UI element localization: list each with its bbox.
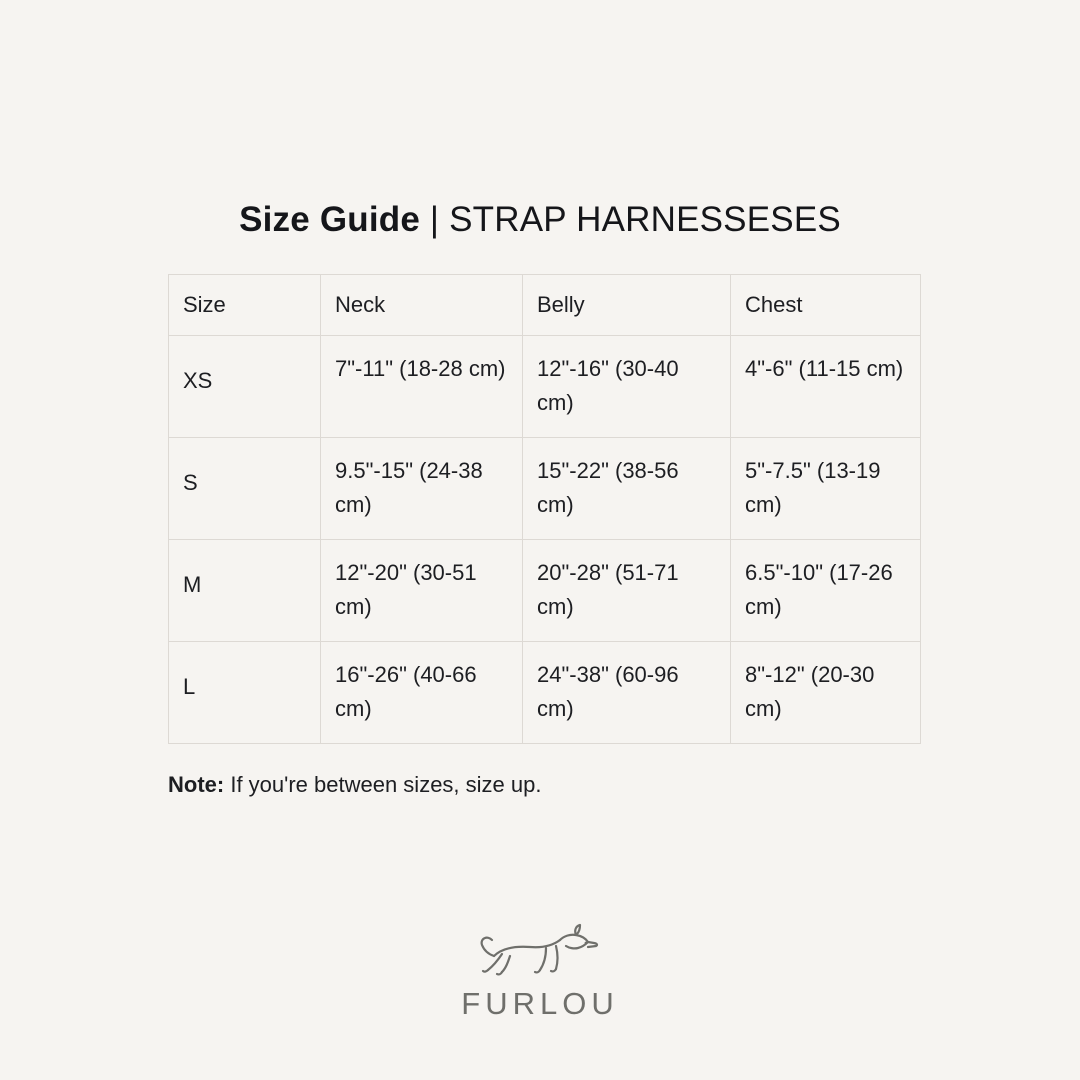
cell-chest: 6.5"-10" (17-26 cm): [731, 540, 921, 642]
note-label: Note:: [168, 772, 225, 797]
cell-neck: 16"-26" (40-66 cm): [321, 642, 523, 744]
column-header-belly: Belly: [523, 275, 731, 336]
page-title: [0, 196, 1080, 244]
cell-chest: 4"-6" (11-15 cm): [731, 336, 921, 438]
cell-size: XS: [169, 336, 321, 438]
note-text: [168, 770, 541, 800]
size-table: [168, 274, 921, 744]
cell-size: L: [169, 642, 321, 744]
table-header-row: [169, 275, 921, 336]
note-body: If you're between sizes, size up.: [224, 772, 542, 797]
cell-belly: 20"-28" (51-71 cm): [523, 540, 731, 642]
size-table-container: [168, 274, 920, 744]
cell-belly: 12"-16" (30-40 cm): [523, 336, 731, 438]
cell-neck: 9.5"-15" (24-38 cm): [321, 438, 523, 540]
cell-belly: 15"-22" (38-56 cm): [523, 438, 731, 540]
cell-chest: 5"-7.5" (13-19 cm): [731, 438, 921, 540]
column-header-neck: Neck: [321, 275, 523, 336]
cell-size: M: [169, 540, 321, 642]
page-title-strong: Size Guide: [239, 200, 420, 239]
running-dachshund-icon: [0, 912, 1080, 984]
column-header-chest: Chest: [731, 275, 921, 336]
brand-footer: [0, 912, 1080, 1022]
cell-neck: 12"-20" (30-51 cm): [321, 540, 523, 642]
table-row: [169, 336, 921, 438]
page-title-plain: STRAP HARNESSESES: [449, 200, 841, 239]
brand-name: FURLOU: [461, 986, 619, 1021]
cell-belly: 24"-38" (60-96 cm): [523, 642, 731, 744]
cell-size: S: [169, 438, 321, 540]
column-header-size: Size: [169, 275, 321, 336]
table-row: [169, 540, 921, 642]
table-row: [169, 642, 921, 744]
cell-neck: 7"-11" (18-28 cm): [321, 336, 523, 438]
page-title-separator: |: [420, 200, 450, 239]
cell-chest: 8"-12" (20-30 cm): [731, 642, 921, 744]
table-row: [169, 438, 921, 540]
